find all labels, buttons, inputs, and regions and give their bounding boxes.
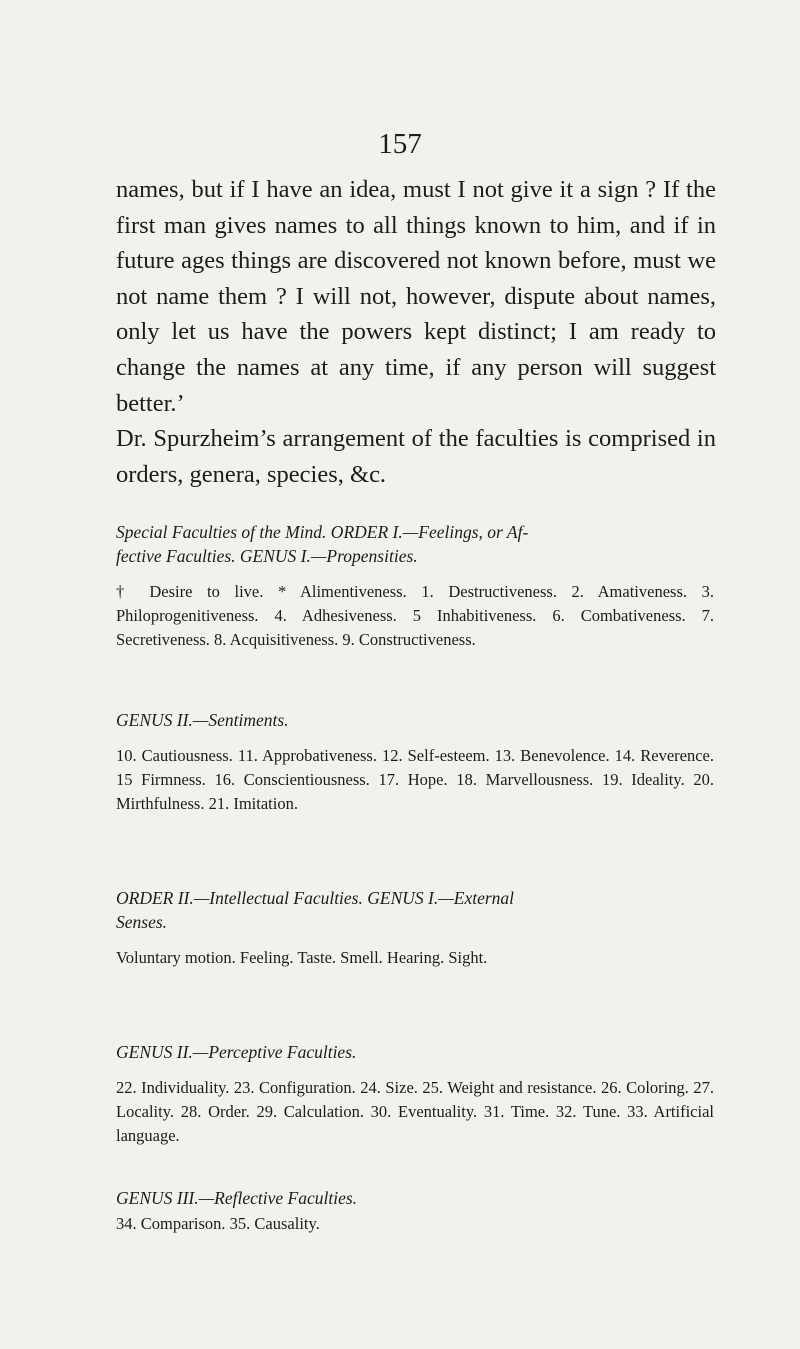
genus-2b-heading: GENUS II.—Perceptive Faculties. <box>116 1042 357 1062</box>
order-1-heading-line-2: fective Faculties. GENUS I.—Propensities. <box>116 546 418 566</box>
order-2-heading-line-1: ORDER II.—Intellectual Faculties. GENUS I.—External <box>116 888 515 908</box>
genus-2b-section <box>116 1040 714 1147</box>
order-2-items: Voluntary motion. Feeling. Taste. Smell. Hearing. Sight. <box>116 948 488 967</box>
genus-2b-items: 22. Individuality. 23. Configuration. 24. Size. 25. Weight and resistance. 26. Coloring. 27. Locality. 28. Order. 29. Calculation. 30. Eventuality. 31. Time. 32. Tune. 33. Artificial language. <box>116 1078 714 1145</box>
paragraph-1: names, but if I have an idea, must I not give it a sign ? If the first man gives names to all things known to him, and if in future ages things are discovered not known before, must we not name them ? I will not, however, dispute about names, only let us have the powers kept distinct; I am ready to change the names at any time, if any person will suggest better.’ <box>116 176 716 417</box>
genus-3-items: 34. Comparison. 35. Causality. <box>116 1214 320 1233</box>
genus-2-section <box>116 708 714 815</box>
page-number: 157 <box>378 128 422 160</box>
genus-2-heading: GENUS II.—Sentiments. <box>116 710 289 730</box>
body-text <box>116 172 716 492</box>
order-1-heading-line-1: Special Faculties of the Mind. ORDER I.—Feelings, or Af- <box>116 522 529 542</box>
genus-3-heading: GENUS III.—Reflective Faculties. <box>116 1188 358 1208</box>
paragraph-2: Dr. Spurzheim’s arrangement of the faculties is comprised in orders, genera, species, &c. <box>116 425 716 488</box>
order-2-heading-line-2: Senses. <box>116 912 168 932</box>
genus-2-items: 10. Cautiousness. 11. Approbativeness. 12. Self-esteem. 13. Benevolence. 14. Reverence. 15 Firmness. 16. Conscientiousness. 17. Hope. 18. Marvellousness. 19. Ideality. 20. Mirthfulness. 21. Imitation. <box>116 746 714 813</box>
genus-3-section <box>116 1186 714 1236</box>
order-1-items: † Desire to live. * Alimentiveness. 1. Destructiveness. 2. Amativeness. 3. Philoprogenitiveness. 4. Adhesiveness. 5 Inhabitiveness. 6. Combativeness. 7. Secretiveness. 8. Acquisitiveness. 9. Constructiveness. <box>116 582 714 649</box>
order-2-section <box>116 886 714 970</box>
order-1-section <box>116 520 714 651</box>
